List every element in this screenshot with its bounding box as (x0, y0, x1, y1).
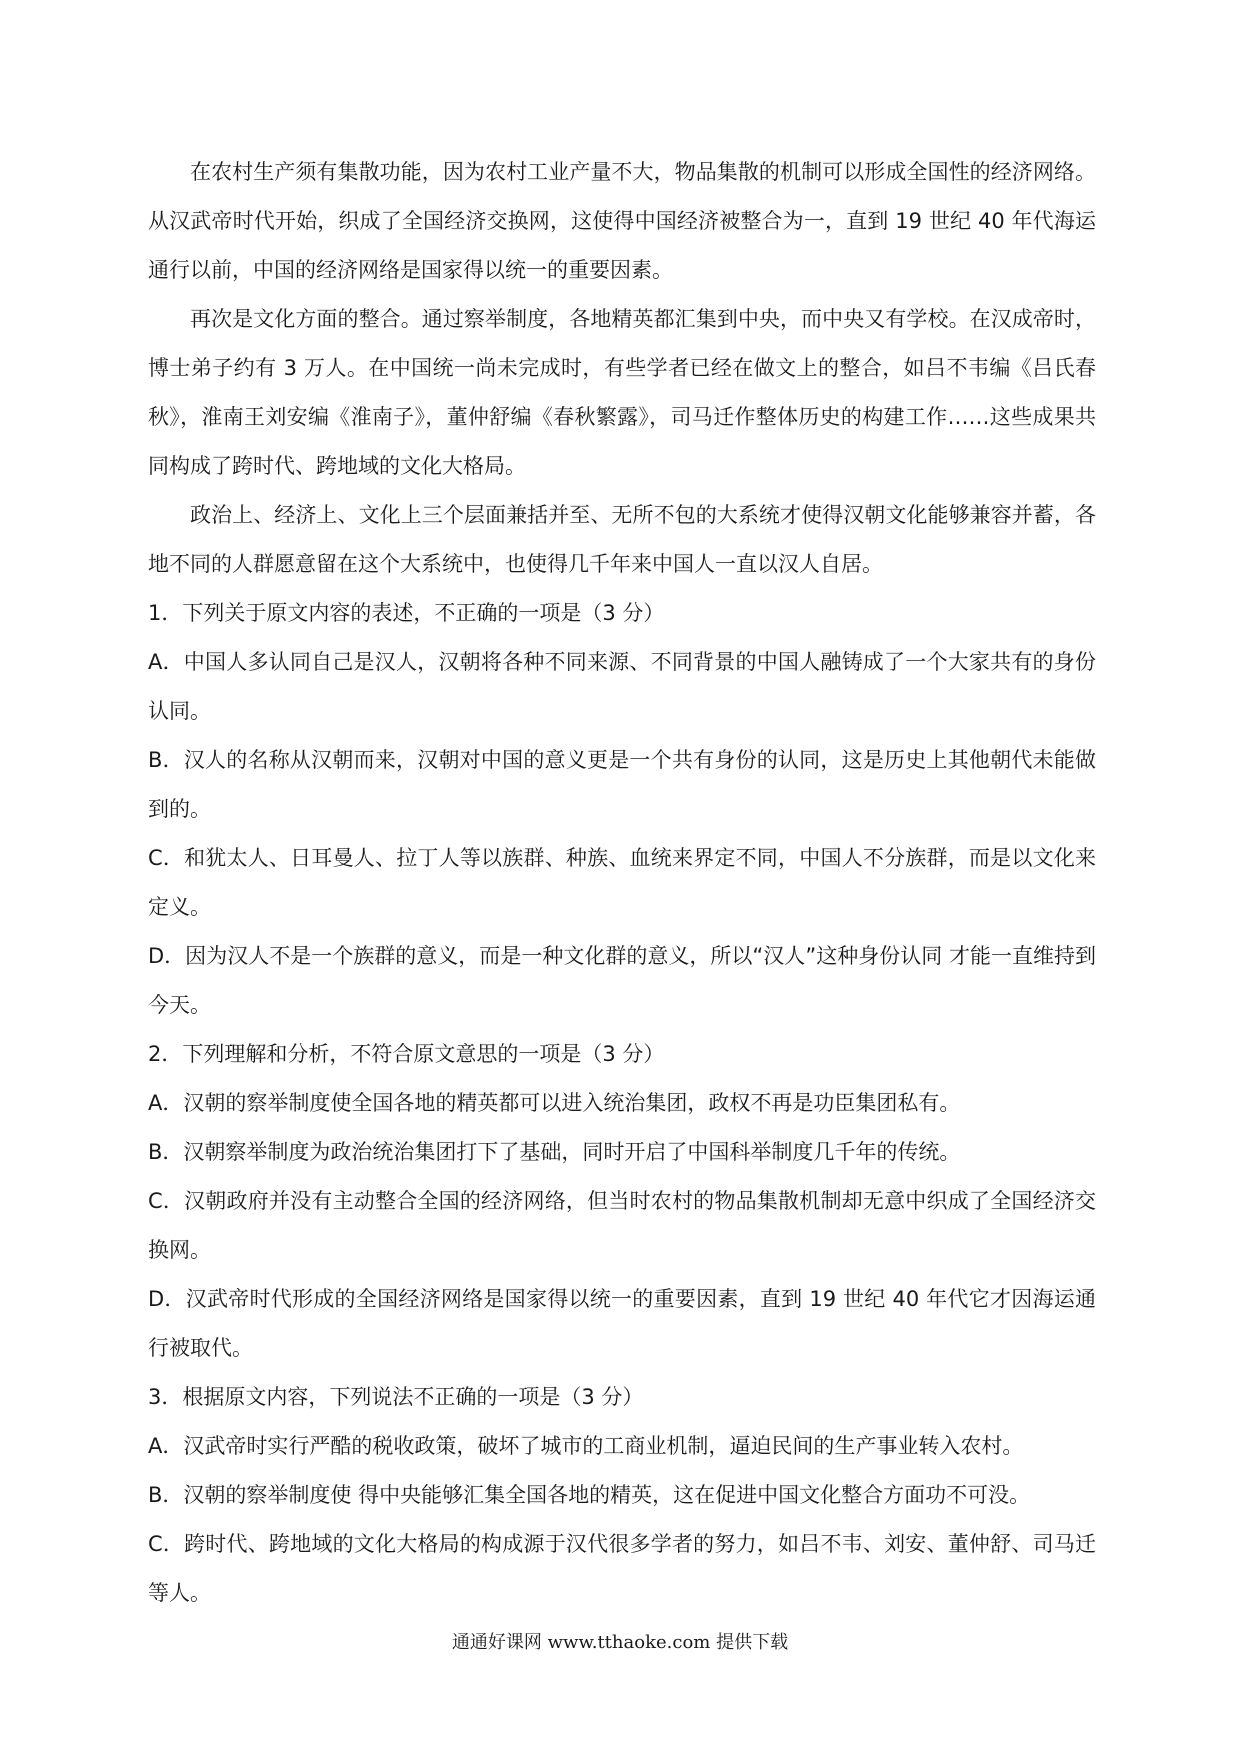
question-2-option-b: B．汉朝察举制度为政治统治集团打下了基础，同时开启了中国科举制度几千年的传统。 (148, 1140, 961, 1164)
passage-paragraph-2: 再次是文化方面的整合。通过察举制度，各地精英都汇集到中央，而中央又有学校。在汉成帝时，博士弟子约有 3 万人。在中国统一尚未完成时，有些学者已经在做文上的整合，如吕不韦编《吕氏春秋》，淮南王刘安编《淮南子》，董仲舒编《春秋繁露》，司马迁作整体历史的构建工作……这些成果共同构成了跨时代、跨地域的文化大格局。 (148, 307, 1096, 478)
question-3-option-c: C．跨时代、跨地域的文化大格局的构成源于汉代很多学者的努力，如吕不韦、刘安、董仲舒、司马迁等人。 (148, 1532, 1096, 1605)
question-1-option-a: A．中国人多认同自己是汉人，汉朝将各种不同来源、不同背景的中国人融铸成了一个大家共有的身份认同。 (148, 650, 1096, 723)
page-footer: 通通好课网 www.tthaoke.com 提供下载 (451, 1632, 789, 1653)
question-2-option-d: D．汉武帝时代形成的全国经济网络是国家得以统一的重要因素，直到 19 世纪 40 年代它才因海运通行被取代。 (148, 1287, 1096, 1360)
question-1-option-b: B．汉人的名称从汉朝而来，汉朝对中国的意义更是一个共有身份的认同，这是历史上其他朝代未能做到的。 (148, 748, 1096, 821)
question-3-option-a: A．汉武帝时实行严酷的税收政策，破坏了城市的工商业机制，逼迫民间的生产事业转入农村。 (148, 1434, 1024, 1458)
passage-paragraph-1: 在农村生产须有集散功能，因为农村工业产量不大，物品集散的机制可以形成全国性的经济网络。从汉武帝时代开始，织成了全国经济交换网，这使得中国经济被整合为一，直到 19 世纪 40 年代海运通行以前，中国的经济网络是国家得以统一的重要因素。 (148, 160, 1096, 282)
document-body (148, 148, 1096, 1618)
question-1-stem: 1．下列关于原文内容的表述，不正确的一项是（3 分） (148, 601, 665, 625)
question-1-option-c: C．和犹太人、日耳曼人、拉丁人等以族群、种族、血统来界定不同，中国人不分族群，而是以文化来定义。 (148, 846, 1096, 919)
question-2-option-c: C．汉朝政府并没有主动整合全国的经济网络，但当时农村的物品集散机制却无意中织成了全国经济交换网。 (148, 1189, 1096, 1262)
question-3-option-b: B．汉朝的察举制度使 得中央能够汇集全国各地的精英，这在促进中国文化整合方面功不可没。 (148, 1483, 1031, 1507)
question-1-option-d: D．因为汉人不是一个族群的意义，而是一种文化群的意义，所以“汉人”这种身份认同 才能一直维持到今天。 (148, 944, 1096, 1017)
question-3-stem: 3．根据原文内容，下列说法不正确的一项是（3 分） (148, 1385, 644, 1409)
question-2-stem: 2．下列理解和分析，不符合原文意思的一项是（3 分） (148, 1042, 665, 1066)
question-2-option-a: A．汉朝的察举制度使全国各地的精英都可以进入统治集团，政权不再是功臣集团私有。 (148, 1091, 961, 1115)
passage-paragraph-3: 政治上、经济上、文化上三个层面兼括并至、无所不包的大系统才使得汉朝文化能够兼容并蓄，各地不同的人群愿意留在这个大系统中，也使得几千年来中国人一直以汉人自居。 (148, 503, 1096, 576)
